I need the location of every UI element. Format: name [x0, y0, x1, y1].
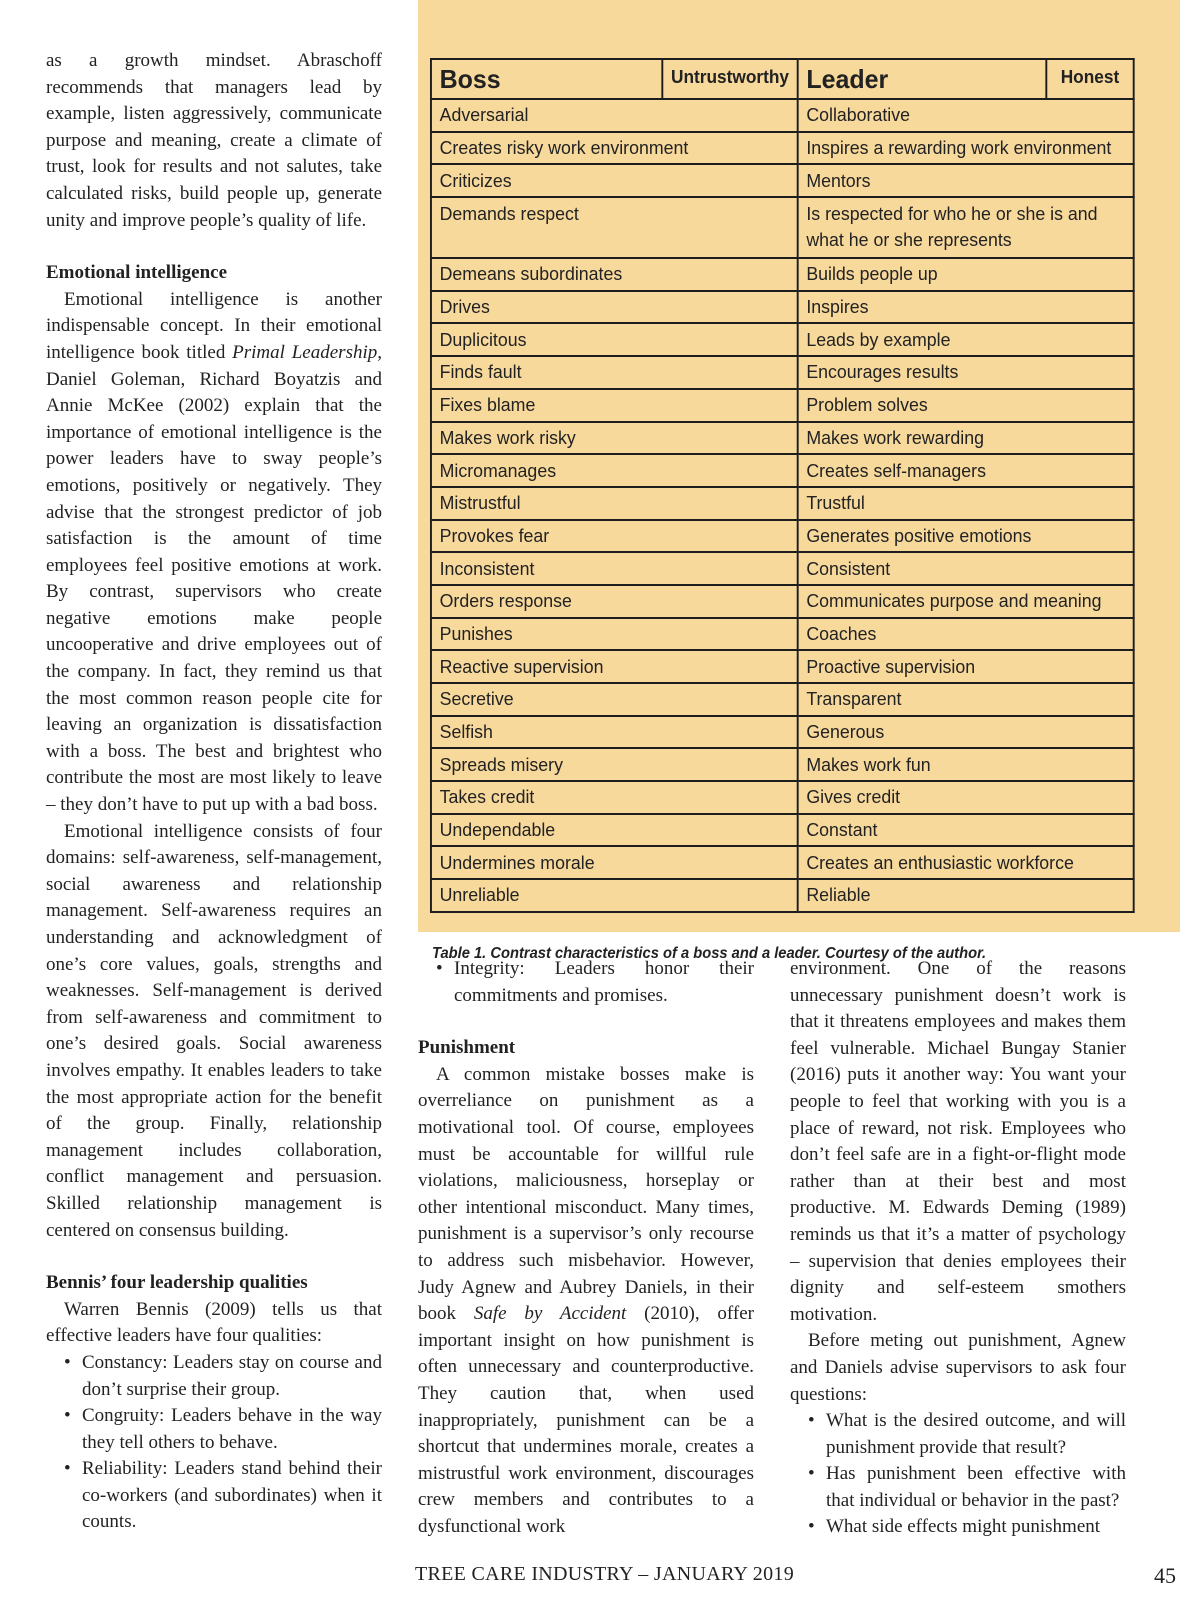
boss-trait-cell: Demeans subordinates: [431, 258, 798, 291]
leader-trait-cell: Transparent: [798, 683, 1134, 716]
bullet-item: • Has punishment been effective with that individual or behavior in the past?: [790, 1461, 1126, 1514]
leader-tag: Honest: [1045, 60, 1132, 98]
boss-trait-cell: Inconsistent: [431, 552, 798, 585]
table-row: [431, 520, 1134, 553]
leader-trait-cell: Is respected for who he or she is and what he or she represents: [798, 197, 1134, 258]
book-title-safe-by-accident: Safe by Accident: [473, 1303, 627, 1325]
table-row: [431, 748, 1134, 781]
boss-trait-cell: Orders response: [431, 585, 798, 618]
table-row: [431, 164, 1134, 197]
bullet-item: • What is the desired outcome, and will punishment provide that result?: [790, 1408, 1126, 1461]
boss-trait-cell: Secretive: [431, 683, 798, 716]
table-row: [431, 618, 1134, 651]
boss-trait-cell: Selfish: [431, 716, 798, 749]
table-row: [431, 814, 1134, 847]
leader-trait-cell: Generous: [798, 716, 1134, 749]
table-row: [431, 683, 1134, 716]
right-column: [790, 956, 1126, 1541]
section-heading-punishment: Punishment: [418, 1037, 516, 1059]
bullet-item: • What side effects might punishment: [790, 1514, 1126, 1541]
boss-vs-leader-table: [430, 58, 1135, 913]
questions-bullet-list: [790, 1408, 1126, 1541]
punishment-paragraph: A common mistake bosses make is overreliance on punishment as a motivational tool. Of course, employees must be accountable for willful rule violations, maliciousness, horseplay or other intentional misconduct. Many times, punishment is a supervisor’s only recourse to address such misbehavior. However, Judy Agnew and Aubrey Daniels, in their book Safe by Accident (2010), offer important insight on how punishment is often unnecessary and counterproductive. They caution that, when used inappropriately, punishment can be a shortcut that undermines morale, creates a mistrustful work environment, discourages crew members and contributes to a dysfunctional work: [418, 1063, 755, 1537]
table-row: [431, 846, 1134, 879]
boss-tag: Untrustworthy: [661, 60, 796, 98]
boss-trait-cell: Mistrustful: [431, 487, 798, 520]
leader-trait-cell: Generates positive emotions: [798, 520, 1134, 553]
table-row: [431, 356, 1134, 389]
boss-trait-cell: Adversarial: [431, 99, 798, 132]
table-header-row: [431, 59, 1134, 99]
boss-column-title: Boss: [439, 64, 501, 94]
bullet-item: • Reliability: Leaders stand behind their co-workers (and subordinates) when it counts.: [46, 1456, 382, 1536]
boss-trait-cell: Unreliable: [431, 879, 798, 912]
table-row: [431, 197, 1134, 258]
leader-trait-cell: Communicates purpose and meaning: [798, 585, 1134, 618]
table-row: [431, 781, 1134, 814]
leader-trait-cell: Inspires: [798, 291, 1134, 324]
bullet-item: • Constancy: Leaders stay on course and don’t surprise their group.: [46, 1350, 382, 1403]
right-paragraph-2: Before meting out punishment, Agnew and Daniels advise supervisors to ask four questions:: [790, 1330, 1126, 1405]
bennis-bullet-list: [46, 1350, 382, 1536]
leader-trait-cell: Leads by example: [798, 323, 1134, 356]
boss-trait-cell: Criticizes: [431, 164, 798, 197]
boss-trait-cell: Micromanages: [431, 454, 798, 487]
leader-trait-cell: Constant: [798, 814, 1134, 847]
leader-trait-cell: Trustful: [798, 487, 1134, 520]
table-row: [431, 258, 1134, 291]
table-caption: Table 1. Contrast characteristics of a boss and a leader. Courtesy of the author.: [432, 945, 987, 962]
boss-trait-cell: Finds fault: [431, 356, 798, 389]
table-row: [431, 585, 1134, 618]
table-row: [431, 650, 1134, 683]
leader-trait-cell: Inspires a rewarding work environment: [798, 132, 1134, 165]
boss-trait-cell: Spreads misery: [431, 748, 798, 781]
boss-trait-cell: Fixes blame: [431, 389, 798, 422]
bennis-paragraph: Warren Bennis (2009) tells us that effective leaders have four qualities:: [46, 1298, 382, 1347]
table-row: [431, 323, 1134, 356]
leader-column-title: Leader: [806, 64, 889, 94]
leader-trait-cell: Makes work fun: [798, 748, 1134, 781]
bullet-item: • Congruity: Leaders behave in the way they tell others to behave.: [46, 1403, 382, 1456]
table-row: [431, 389, 1134, 422]
leader-trait-cell: Reliable: [798, 879, 1134, 912]
book-title-primal-leadership: Primal Leadership,: [232, 341, 382, 363]
leader-trait-cell: Gives credit: [798, 781, 1134, 814]
integrity-bullet-list: [418, 956, 754, 1009]
boss-trait-cell: Drives: [431, 291, 798, 324]
intro-paragraph: as a growth mindset. Abraschoff recommends that managers lead by example, listen aggressively, communicate purpose and meaning, create a climate of trust, look for results and not salutes, take calculated risks, build people up, generate unity and improve people’s quality of life.: [46, 50, 382, 231]
leader-trait-cell: Collaborative: [798, 99, 1134, 132]
boss-trait-cell: Demands respect: [431, 197, 798, 258]
leader-trait-cell: Encourages results: [798, 356, 1134, 389]
table-row: [431, 879, 1134, 912]
leader-trait-cell: Creates self-managers: [798, 454, 1134, 487]
table-row: [431, 132, 1134, 165]
table-row: [431, 716, 1134, 749]
leader-trait-cell: Consistent: [798, 552, 1134, 585]
left-column: [46, 48, 382, 1536]
publication-footer: TREE CARE INDUSTRY – JANUARY 2019: [415, 1563, 794, 1585]
leader-trait-cell: Coaches: [798, 618, 1134, 651]
boss-trait-cell: Takes credit: [431, 781, 798, 814]
ei-paragraph-2: Emotional intelligence consists of four domains: self-awareness, self-management, social awareness and relationship management. Self-awareness requires an understanding and acknowledgment of one’s core values, goals, strengths and weaknesses. Self-management is derived from self-awareness and commitment to one’s desired goals. Social awareness involves empathy. It enables leaders to take the most appropriate action for the benefit of the group. Finally, relationship management includes collaboration, conflict management and persuasion. Skilled relationship management is centered on consensus building.: [46, 820, 382, 1241]
boss-trait-cell: Undermines morale: [431, 846, 798, 879]
boss-trait-cell: Makes work risky: [431, 422, 798, 455]
middle-column: [418, 956, 754, 1540]
table-row: [431, 487, 1134, 520]
section-heading-bennis: Bennis’ four leadership qualities: [46, 1272, 308, 1294]
table-row: [431, 291, 1134, 324]
section-heading-emotional-intelligence: Emotional intelligence: [46, 262, 228, 284]
table-row: [431, 552, 1134, 585]
boss-trait-cell: Punishes: [431, 618, 798, 651]
boss-trait-cell: Undependable: [431, 814, 798, 847]
boss-trait-cell: Provokes fear: [431, 520, 798, 553]
table-row: [431, 422, 1134, 455]
leader-trait-cell: Makes work rewarding: [798, 422, 1134, 455]
ei-paragraph-1: Emotional intelligence is another indispensable concept. In their emotional intelligence book titled Primal Leadership, Daniel Goleman, Richard Boyatzis and Annie McKee (2002) explain that the importance of emotional intelligence is the power leaders have to sway people’s emotions, positively or negatively. They advise that the strongest predictor of job satisfaction is the amount of time employees feel positive emotions at work. By contrast, supervisors who create negative emotions make people uncooperative and drive employees out of the company. In fact, they remind us that the most common reason people cite for leaving an organization is dissatisfaction with a boss. The best and brightest who contribute the most are most likely to leave – they don’t have to put up with a bad boss.: [46, 288, 382, 816]
leader-trait-cell: Mentors: [798, 164, 1134, 197]
bullet-item: • Integrity: Leaders honor their commitments and promises.: [418, 956, 754, 1009]
leader-trait-cell: Builds people up: [798, 258, 1134, 291]
boss-trait-cell: Creates risky work environment: [431, 132, 798, 165]
boss-trait-cell: Duplicitous: [431, 323, 798, 356]
right-paragraph-1: environment. One of the reasons unnecessary punishment doesn’t work is that it threatens employees and makes them feel vulnerable. Michael Bungay Stanier (2016) puts it another way: You want your people to feel that working with you is a place of reward, not risk. Employees who don’t feel safe are in a fight-or-flight mode rather than at their best and most productive. M. Edwards Deming (1989) reminds us that it’s a matter of psychology – supervision that denies employees their dignity and self-esteem smothers motivation.: [790, 958, 1126, 1325]
leader-trait-cell: Creates an enthusiastic workforce: [798, 846, 1134, 879]
leader-trait-cell: Proactive supervision: [798, 650, 1134, 683]
table-row: [431, 454, 1134, 487]
leader-trait-cell: Problem solves: [798, 389, 1134, 422]
page-number: 45: [1154, 1563, 1176, 1588]
boss-trait-cell: Reactive supervision: [431, 650, 798, 683]
table-row: [431, 99, 1134, 132]
